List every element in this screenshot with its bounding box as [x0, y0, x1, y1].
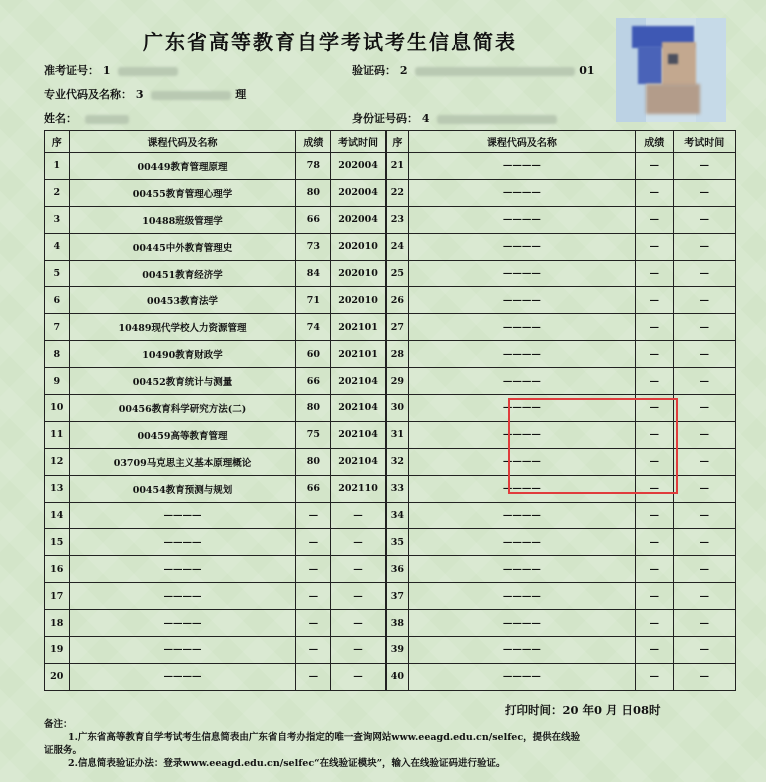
score: 80 [296, 179, 331, 206]
row-no: 36 [386, 556, 408, 583]
row-no: 12 [45, 448, 70, 475]
score: — [635, 395, 673, 422]
row-no: 18 [45, 610, 70, 637]
score: — [296, 529, 331, 556]
exam-time: — [673, 529, 735, 556]
exam-time: — [673, 610, 735, 637]
header-course: 课程代码及名称 [408, 131, 635, 153]
course-name: ———— [69, 663, 296, 690]
score: — [635, 368, 673, 395]
row-no: 37 [386, 583, 408, 610]
header-time: 考试时间 [331, 131, 386, 153]
score: — [635, 448, 673, 475]
header-score: 成绩 [635, 131, 673, 153]
row-no: 8 [45, 341, 70, 368]
course-name: 00453教育法学 [69, 287, 296, 314]
notes-label: 备注： [44, 719, 73, 730]
exam-time: 202101 [331, 341, 386, 368]
course-name: 00445中外教育管理史 [69, 233, 296, 260]
course-name: ———— [408, 556, 635, 583]
score: — [296, 583, 331, 610]
exam-time: — [673, 368, 735, 395]
row-no: 27 [386, 314, 408, 341]
redacted-id-number [437, 115, 557, 124]
exam-time: 202010 [331, 260, 386, 287]
notes [44, 718, 736, 770]
course-name: 00459高等教育管理 [69, 421, 296, 448]
exam-time: 202104 [331, 368, 386, 395]
header-time: 考试时间 [673, 131, 735, 153]
row-no: 1 [45, 153, 70, 180]
course-name: 10490教育财政学 [69, 341, 296, 368]
table-row [45, 529, 736, 556]
course-name: ———— [408, 637, 635, 664]
row-no: 23 [386, 206, 408, 233]
name-row [44, 110, 129, 126]
row-no: 35 [386, 529, 408, 556]
table-row [45, 179, 736, 206]
exam-time: 202101 [331, 314, 386, 341]
notes-line-1: 1.广东省高等教育自学考试考生信息简表由广东省自考办指定的唯一查询网站www.eeagd.edu.cn/selfec，提供在线验 [68, 732, 581, 743]
course-name: ———— [408, 502, 635, 529]
row-no: 11 [45, 421, 70, 448]
id-number-value-start: 4 [421, 112, 430, 125]
course-name: 00449教育管理原理 [69, 153, 296, 180]
major-value-end: 理 [235, 88, 247, 101]
exam-time: 202104 [331, 421, 386, 448]
exam-time: — [673, 341, 735, 368]
exam-time: 202004 [331, 206, 386, 233]
exam-time: — [673, 314, 735, 341]
table-row [45, 421, 736, 448]
notes-line-2: 2.信息简表验证办法：登录www.eeagd.edu.cn/selfec“在线验证模块”，输入在线验证码进行验证。 [68, 758, 506, 769]
exam-time: — [331, 529, 386, 556]
exam-time: — [673, 233, 735, 260]
verify-code-label: 验证码： [352, 64, 396, 77]
row-no: 15 [45, 529, 70, 556]
course-name: 00455教育管理心理学 [69, 179, 296, 206]
score: 80 [296, 448, 331, 475]
row-no: 14 [45, 502, 70, 529]
course-name: ———— [69, 529, 296, 556]
table-row [45, 556, 736, 583]
major-row [44, 86, 246, 102]
score: — [635, 233, 673, 260]
row-no: 10 [45, 395, 70, 422]
exam-time: — [331, 663, 386, 690]
course-name: ———— [408, 287, 635, 314]
header-no: 序 [45, 131, 70, 153]
exam-time: 202104 [331, 395, 386, 422]
major-value-start: 3 [135, 88, 144, 101]
exam-time: — [673, 206, 735, 233]
score: — [635, 206, 673, 233]
row-no: 2 [45, 179, 70, 206]
row-no: 16 [45, 556, 70, 583]
course-name: ———— [408, 610, 635, 637]
table-row [45, 663, 736, 690]
course-table [44, 130, 736, 691]
exam-time: — [673, 395, 735, 422]
course-name: ———— [69, 556, 296, 583]
row-no: 25 [386, 260, 408, 287]
score: 84 [296, 260, 331, 287]
score: 66 [296, 368, 331, 395]
row-no: 20 [45, 663, 70, 690]
redacted-major [151, 91, 231, 100]
score: — [635, 529, 673, 556]
score: — [296, 637, 331, 664]
course-name: ———— [408, 260, 635, 287]
exam-time: — [331, 502, 386, 529]
exam-number-label: 准考证号： [44, 64, 99, 77]
course-name: ———— [408, 448, 635, 475]
row-no: 28 [386, 341, 408, 368]
exam-time: — [673, 475, 735, 502]
table-row [45, 287, 736, 314]
redacted-name [85, 115, 129, 124]
header-score: 成绩 [296, 131, 331, 153]
score: — [635, 341, 673, 368]
row-no: 19 [45, 637, 70, 664]
exam-time: 202104 [331, 448, 386, 475]
notes-line-1b: 证服务。 [44, 745, 83, 756]
course-name: ———— [408, 475, 635, 502]
row-no: 21 [386, 153, 408, 180]
course-name: ———— [408, 421, 635, 448]
table-row [45, 610, 736, 637]
header-course: 课程代码及名称 [69, 131, 296, 153]
course-name: ———— [408, 395, 635, 422]
row-no: 17 [45, 583, 70, 610]
exam-time: — [673, 448, 735, 475]
score: 75 [296, 421, 331, 448]
score: 73 [296, 233, 331, 260]
score: — [635, 556, 673, 583]
course-name: ———— [408, 179, 635, 206]
exam-time: — [673, 556, 735, 583]
score: 78 [296, 153, 331, 180]
row-no: 38 [386, 610, 408, 637]
exam-time: — [331, 637, 386, 664]
exam-time: — [673, 287, 735, 314]
course-name: ———— [408, 153, 635, 180]
exam-number-row [44, 62, 178, 78]
table-row [45, 583, 736, 610]
table-row [45, 233, 736, 260]
exam-time: — [331, 556, 386, 583]
verify-code-value-start: 2 [399, 64, 408, 77]
score: — [296, 610, 331, 637]
course-name: ———— [408, 368, 635, 395]
document-title: 广东省高等教育自学考试考生信息简表 [143, 30, 517, 54]
course-name: ———— [408, 206, 635, 233]
course-name: ———— [408, 583, 635, 610]
course-name: 00451教育经济学 [69, 260, 296, 287]
score: 66 [296, 475, 331, 502]
score: — [635, 610, 673, 637]
row-no: 3 [45, 206, 70, 233]
table-row [45, 341, 736, 368]
exam-time: 202004 [331, 179, 386, 206]
score: — [635, 287, 673, 314]
header-no: 序 [386, 131, 408, 153]
course-name: ———— [408, 314, 635, 341]
score: 74 [296, 314, 331, 341]
course-name: ———— [69, 637, 296, 664]
score: — [635, 583, 673, 610]
score: — [635, 179, 673, 206]
row-no: 39 [386, 637, 408, 664]
score: — [635, 314, 673, 341]
score: 80 [296, 395, 331, 422]
score: — [635, 153, 673, 180]
score: — [296, 663, 331, 690]
verify-code-row [352, 62, 595, 78]
table-row [45, 260, 736, 287]
name-label: 姓名： [44, 112, 77, 125]
row-no: 24 [386, 233, 408, 260]
table-row [45, 475, 736, 502]
exam-time: 202004 [331, 153, 386, 180]
table-row [45, 206, 736, 233]
id-number-row [352, 110, 557, 126]
table-row [45, 637, 736, 664]
score: — [635, 421, 673, 448]
row-no: 9 [45, 368, 70, 395]
row-no: 29 [386, 368, 408, 395]
row-no: 13 [45, 475, 70, 502]
row-no: 33 [386, 475, 408, 502]
exam-time: — [673, 583, 735, 610]
exam-time: — [673, 153, 735, 180]
row-no: 7 [45, 314, 70, 341]
exam-time: — [673, 637, 735, 664]
score: 60 [296, 341, 331, 368]
score: — [635, 663, 673, 690]
course-name: ———— [408, 529, 635, 556]
exam-time: 202010 [331, 287, 386, 314]
score: — [635, 475, 673, 502]
row-no: 31 [386, 421, 408, 448]
exam-time: — [331, 610, 386, 637]
candidate-photo [616, 18, 726, 122]
print-time: 打印时间：20 年0 月 日08时 [505, 703, 661, 717]
row-no: 40 [386, 663, 408, 690]
table-header-row [45, 131, 736, 153]
row-no: 26 [386, 287, 408, 314]
score: — [296, 502, 331, 529]
table-row [45, 502, 736, 529]
row-no: 22 [386, 179, 408, 206]
row-no: 6 [45, 287, 70, 314]
course-name: 03709马克思主义基本原理概论 [69, 448, 296, 475]
table-row [45, 395, 736, 422]
score: — [635, 502, 673, 529]
row-no: 4 [45, 233, 70, 260]
course-name: 10489现代学校人力资源管理 [69, 314, 296, 341]
row-no: 34 [386, 502, 408, 529]
exam-time: — [673, 260, 735, 287]
exam-time: — [673, 179, 735, 206]
score: 66 [296, 206, 331, 233]
course-name: 10488班级管理学 [69, 206, 296, 233]
score: 71 [296, 287, 331, 314]
verify-code-value-end: 01 [579, 64, 595, 77]
course-name: ———— [69, 502, 296, 529]
table-row [45, 153, 736, 180]
id-number-label: 身份证号码： [352, 112, 418, 125]
redacted-exam-number [118, 67, 178, 76]
row-no: 5 [45, 260, 70, 287]
course-name: ———— [408, 341, 635, 368]
exam-number-value: 1 [102, 64, 111, 77]
exam-time: — [673, 421, 735, 448]
table-row [45, 448, 736, 475]
exam-time: — [673, 502, 735, 529]
exam-time: — [331, 583, 386, 610]
table-row [45, 368, 736, 395]
course-name: ———— [408, 663, 635, 690]
row-no: 32 [386, 448, 408, 475]
course-name: 00454教育预测与规划 [69, 475, 296, 502]
course-name: 00452教育统计与测量 [69, 368, 296, 395]
major-label: 专业代码及名称： [44, 88, 132, 101]
course-name: 00456教育科学研究方法(二) [69, 395, 296, 422]
exam-time: 202010 [331, 233, 386, 260]
course-name: ———— [69, 610, 296, 637]
course-name: ———— [69, 583, 296, 610]
exam-time: 202110 [331, 475, 386, 502]
exam-time: — [673, 663, 735, 690]
score: — [635, 260, 673, 287]
table-row [45, 314, 736, 341]
score: — [296, 556, 331, 583]
score: — [635, 637, 673, 664]
course-name: ———— [408, 233, 635, 260]
row-no: 30 [386, 395, 408, 422]
redacted-verify-code [415, 67, 575, 76]
